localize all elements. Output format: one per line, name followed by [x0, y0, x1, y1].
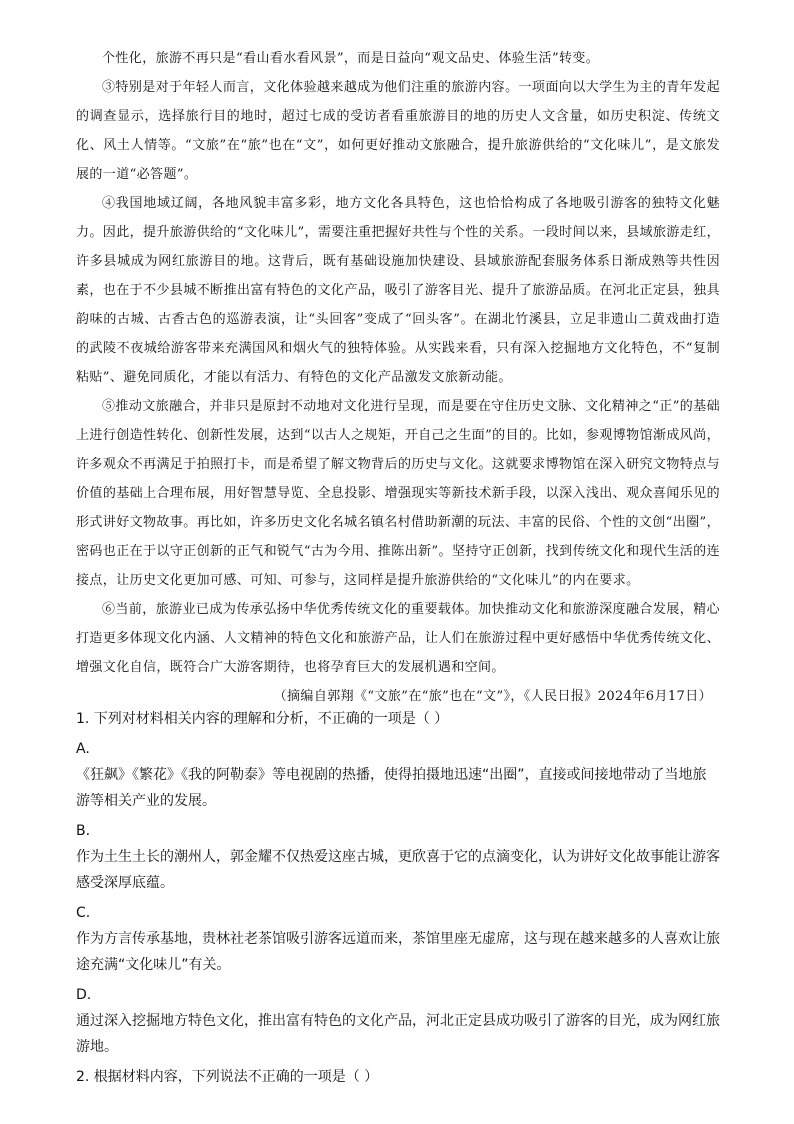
question-1: [76, 706, 720, 1060]
option-letter: C.: [76, 905, 91, 921]
option-text: 作为土生土长的潮州人，郭金耀不仅热爱这座古城，更欣喜于它的点滴变化，认为讲好文化故事能让游客感受深厚底蕴。: [76, 849, 720, 891]
passage-paragraph-5: ⑤推动文旅融合，并非只是原封不动地对文化进行呈现，而是要在守住历史文脉、文化精神之“正”的基础上进行创造性转化、创新性发展，达到“以古人之规矩，开自己之生面”的目的。比如，参观博物馆渐成风尚，许多观众不再满足于拍照打卡，而是希望了解文物背后的历史与文化。这就要求博物馆在深入研究文物特点与价值的基础上合理布展，用好智慧导览、全息投影、增强现实等新技术新手段，以深入浅出、观众喜闻乐见的形式讲好文物故事。再比如，许多历史文化名城名镇名村借助新潮的玩法、丰富的民俗、个性的文创“出圈”，密码也正在于以守正创新的正气和锐气“古为今用、推陈出新”。坚持守正创新，找到传统文化和现代生活的连接点，让历史文化更加可感、可知、可参与，这同样是提升旅游供给的“文化味儿”的内在要求。: [76, 399, 720, 588]
option-text: 《狂飙》《繁花》《我的阿勒泰》等电视剧的热播，使得拍摄地迅速“出圈”，直接或间接地带动了当地旅游等相关产业的发展。: [76, 767, 707, 809]
option-letter: B.: [76, 823, 91, 839]
option-a[interactable]: [76, 736, 720, 814]
option-b[interactable]: [76, 818, 720, 896]
passage-paragraph-6: ⑥当前，旅游业已成为传承弘扬中华优秀传统文化的重要载体。加快推动文化和旅游深度融合发展，精心打造更多体现文化内涵、人文精神的特色文化和旅游产品，让人们在旅游过程中更好感悟中华优秀传统文化、增强文化自信，既符合广大游客期待，也将孕育巨大的发展机遇和空间。: [76, 602, 720, 675]
option-text: 作为方言传承基地，贵林社老茶馆吸引游客远道而来，茶馆里座无虚席，这与现在越来越多的人喜欢让旅途充满“文化味儿”有关。: [76, 931, 720, 973]
option-letter: D.: [76, 987, 92, 1003]
passage-paragraph-3: ③特别是对于年轻人而言，文化体验越来越成为他们注重的旅游内容。一项面向以大学生为主的青年发起的调查显示，选择旅行目的地时，超过七成的受访者看重旅游目的地的历史人文含量，如历史积淀、传统文化、风土人情等。“文旅”在“旅”也在“文”，如何更好推动文旅融合，提升旅游供给的“文化味儿”，是文旅发展的一道“必答题”。: [76, 80, 720, 182]
option-c[interactable]: [76, 900, 720, 978]
option-text: 通过深入挖掘地方特色文化，推出富有特色的文化产品，河北正定县成功吸引了游客的目光，成为网红旅游地。: [76, 1013, 720, 1055]
question-2: [76, 1064, 720, 1090]
reading-passage: [76, 44, 720, 711]
question-stem: 2. 根据材料内容，下列说法不正确的一项是（ ）: [76, 1069, 379, 1085]
question-stem: 1. 下列对材料相关内容的理解和分析，不正确的一项是（ ）: [76, 711, 449, 727]
option-letter: A.: [76, 741, 90, 757]
option-d[interactable]: [76, 982, 720, 1060]
question-section: [76, 706, 720, 1090]
passage-continuation: 个性化，旅游不再只是“看山看水看风景”，而是日益向“观文品史、体验生活”转变。: [102, 51, 600, 66]
passage-paragraph-4: ④我国地域辽阔，各地风貌丰富多彩，地方文化各具特色，这也恰恰构成了各地吸引游客的独特文化魅力。因此，提升旅游供给的“文化味儿”，需要注重把握好共性与个性的关系。一段时间以来，县域旅游走红，许多县城成为网红旅游目的地。这背后，既有基础设施加快建设、县域旅游配套服务体系日渐成熟等共性因素，也在于不少县城不断推出富有特色的文化产品，吸引了游客目光、提升了旅游品质。在河北正定县，独具韵味的古城、古香古色的巡游表演，让“头回客”变成了“回头客”。在湖北竹溪县，立足非遗山二黄戏曲打造的武陵不夜城给游客带来充满国风和烟火气的独特体验。从实践来看，只有深入挖掘地方文化特色，不“复制粘贴”、避免同质化，才能以有活力、有特色的文化产品激发文旅新动能。: [76, 196, 720, 385]
passage-source: （摘编自郭翔《“文旅”在“旅”也在“文”》，《人民日报》2024年6月17日）: [273, 689, 712, 704]
